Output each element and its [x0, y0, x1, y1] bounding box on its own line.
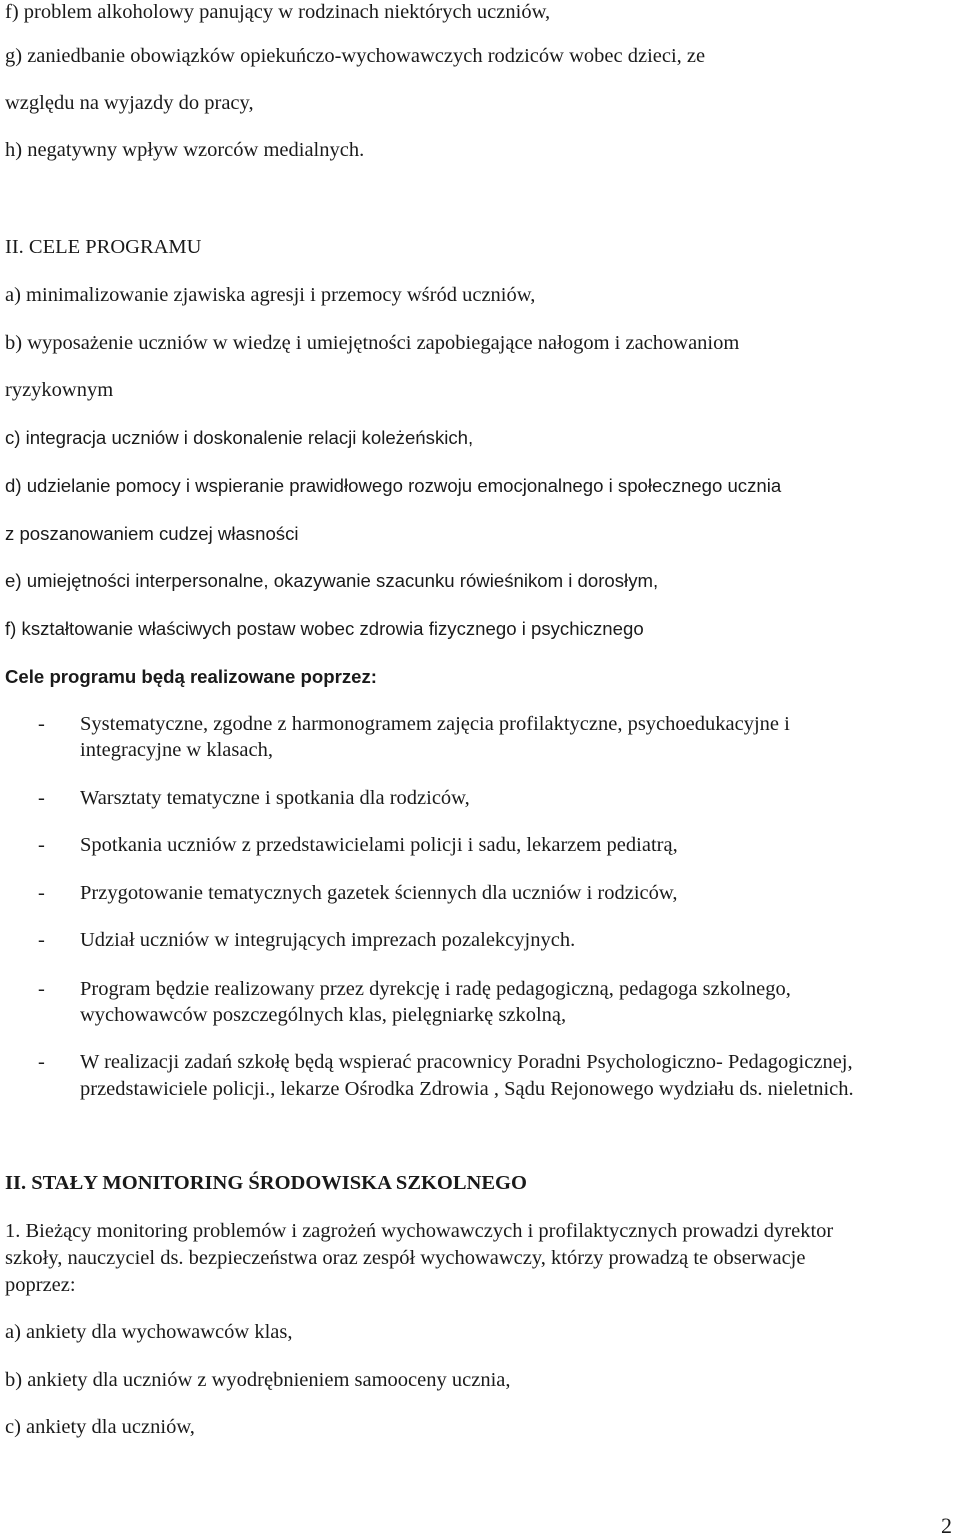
- bullet-item-2: Warsztaty tematyczne i spotkania dla rodziców,: [80, 787, 470, 809]
- goal-item-b-continuation: ryzykownym: [5, 379, 114, 401]
- section-heading-monitoring: II. STAŁY MONITORING ŚRODOWISKA SZKOLNEGO: [5, 1172, 527, 1194]
- bullet-item-1-continuation: integracyjne w klasach,: [80, 739, 273, 761]
- intro-item-h: h) negatywny wpływ wzorców medialnych.: [5, 139, 365, 161]
- bullet-item-3: Spotkania uczniów z przedstawicielami policji i sadu, lekarzem pediatrą,: [80, 834, 678, 856]
- intro-item-f: f) problem alkoholowy panujący w rodzinach niektórych uczniów,: [5, 1, 551, 23]
- monitoring-item-a: a) ankiety dla wychowawców klas,: [5, 1321, 293, 1343]
- bullet-item-7-continuation: przedstawiciele policji., lekarze Ośrodka Zdrowia , Sądu Rejonowego wydziału ds. nieletnich.: [80, 1078, 854, 1100]
- monitoring-paragraph-line-1: 1. Bieżący monitoring problemów i zagrożeń wychowawczych i profilaktycznych prowadzi dyrektor: [5, 1220, 834, 1242]
- goal-item-c: c) integracja uczniów i doskonalenie relacji koleżeńskich,: [5, 427, 474, 448]
- bullet-dash: -: [38, 882, 45, 904]
- bullet-item-5: Udział uczniów w integrujących imprezach pozalekcyjnych.: [80, 929, 576, 951]
- monitoring-paragraph-line-2: szkoły, nauczyciel ds. bezpieczeństwa oraz zespół wychowawczy, którzy prowadzą te obserwacje: [5, 1247, 806, 1269]
- bullet-dash: -: [38, 929, 45, 951]
- bullet-item-7: W realizacji zadań szkołę będą wspierać pracownicy Poradni Psychologiczno- Pedagogicznej,: [80, 1051, 853, 1073]
- monitoring-item-c: c) ankiety dla uczniów,: [5, 1416, 195, 1438]
- goal-item-e: e) umiejętności interpersonalne, okazywanie szacunku rówieśnikom i dorosłym,: [5, 570, 659, 591]
- goal-item-f: f) kształtowanie właściwych postaw wobec zdrowia fizycznego i psychicznego: [5, 618, 644, 639]
- page-number: 2: [941, 1513, 952, 1538]
- monitoring-item-b: b) ankiety dla uczniów z wyodrębnieniem samooceny ucznia,: [5, 1369, 511, 1391]
- goal-item-d: d) udzielanie pomocy i wspieranie prawidłowego rozwoju emocjonalnego i społecznego ucznia: [5, 475, 782, 496]
- bullet-item-4: Przygotowanie tematycznych gazetek ściennych dla uczniów i rodziców,: [80, 882, 678, 904]
- bullet-dash: -: [38, 834, 45, 856]
- monitoring-paragraph-line-3: poprzez:: [5, 1274, 76, 1296]
- intro-item-g: g) zaniedbanie obowiązków opiekuńczo-wychowawczych rodziców wobec dzieci, ze: [5, 45, 706, 67]
- section-heading-goals: II. CELE PROGRAMU: [5, 236, 202, 258]
- goal-item-a: a) minimalizowanie zjawiska agresji i przemocy wśród uczniów,: [5, 284, 536, 306]
- intro-item-g-continuation: względu na wyjazdy do pracy,: [5, 92, 254, 114]
- bullet-item-1: Systematyczne, zgodne z harmonogramem zajęcia profilaktyczne, psychoedukacyjne i: [80, 713, 790, 735]
- bullet-dash: -: [38, 787, 45, 809]
- bullet-item-6: Program będzie realizowany przez dyrekcję i radę pedagogiczną, pedagoga szkolnego,: [80, 978, 791, 1000]
- goal-item-d-continuation: z poszanowaniem cudzej własności: [5, 523, 299, 544]
- implementation-heading: Cele programu będą realizowane poprzez:: [5, 666, 377, 687]
- goal-item-b: b) wyposażenie uczniów w wiedzę i umiejętności zapobiegające nałogom i zachowaniom: [5, 332, 740, 354]
- bullet-dash: -: [38, 978, 45, 1000]
- bullet-dash: -: [38, 1051, 45, 1073]
- bullet-dash: -: [38, 713, 45, 735]
- bullet-item-6-continuation: wychowawców poszczególnych klas, pielęgniarkę szkolną,: [80, 1004, 567, 1026]
